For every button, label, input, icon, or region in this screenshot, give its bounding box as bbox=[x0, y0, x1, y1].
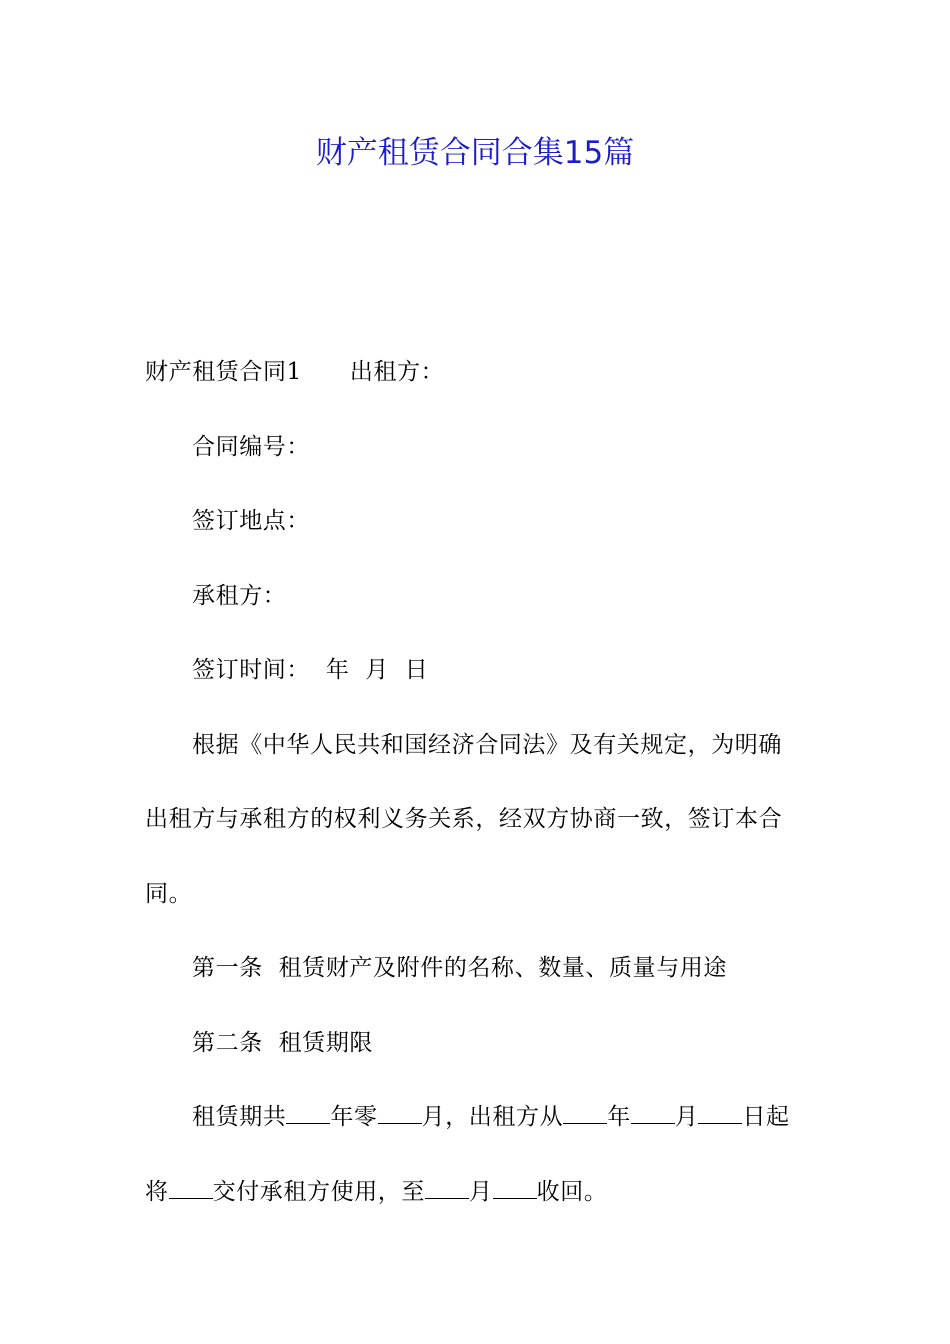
fill-blank bbox=[425, 1178, 469, 1199]
fill-blank bbox=[493, 1178, 537, 1199]
term-text: 月，出租方从 bbox=[421, 1104, 564, 1130]
term-text: 月 bbox=[674, 1104, 699, 1130]
article-2: 第二条 租赁期限 bbox=[192, 1029, 374, 1056]
article-1: 第一条 租赁财产及附件的名称、数量、质量与用途 bbox=[192, 955, 728, 981]
sign-time-label: 签订时间： bbox=[192, 657, 310, 683]
section-title: 财产租赁合同1 bbox=[145, 359, 302, 385]
document-title: 财产租赁合同合集15篇 bbox=[315, 135, 635, 171]
lessor-label: 出租方： bbox=[349, 359, 445, 385]
term-text: 收回。 bbox=[536, 1178, 608, 1205]
sign-place-line: 签订地点： bbox=[192, 508, 310, 534]
fill-blank bbox=[563, 1103, 607, 1124]
lease-term-paragraph bbox=[145, 1080, 805, 1229]
fill-blank bbox=[631, 1103, 675, 1124]
sign-time-line bbox=[145, 633, 805, 708]
term-text: 日 bbox=[742, 1104, 767, 1130]
day-label: 日 bbox=[404, 657, 429, 683]
lessee-line: 承租方： bbox=[192, 582, 287, 609]
year-label: 年 bbox=[325, 657, 350, 683]
document-body bbox=[145, 335, 805, 1229]
fill-blank bbox=[378, 1103, 422, 1124]
term-text: 交付承租方使用，至 bbox=[212, 1178, 426, 1205]
month-label: 月 bbox=[365, 657, 389, 683]
fill-blank bbox=[169, 1178, 213, 1199]
term-text: 年 bbox=[607, 1104, 631, 1130]
term-text: 月 bbox=[469, 1178, 493, 1205]
contract-no-line: 合同编号： bbox=[192, 433, 310, 460]
fill-blank bbox=[286, 1103, 330, 1124]
fill-blank bbox=[698, 1103, 742, 1124]
term-text: 租赁期共 bbox=[192, 1104, 287, 1130]
preamble-paragraph: 根据《中华人民共和国经济合同法》及有关规定，为明确出租方与承租方的权利义务关系，经双方协商一致，签订本合同。 bbox=[145, 731, 783, 907]
term-text: 起将 bbox=[145, 1104, 790, 1205]
term-text: 年零 bbox=[330, 1104, 378, 1130]
contract-heading-line bbox=[145, 335, 805, 410]
